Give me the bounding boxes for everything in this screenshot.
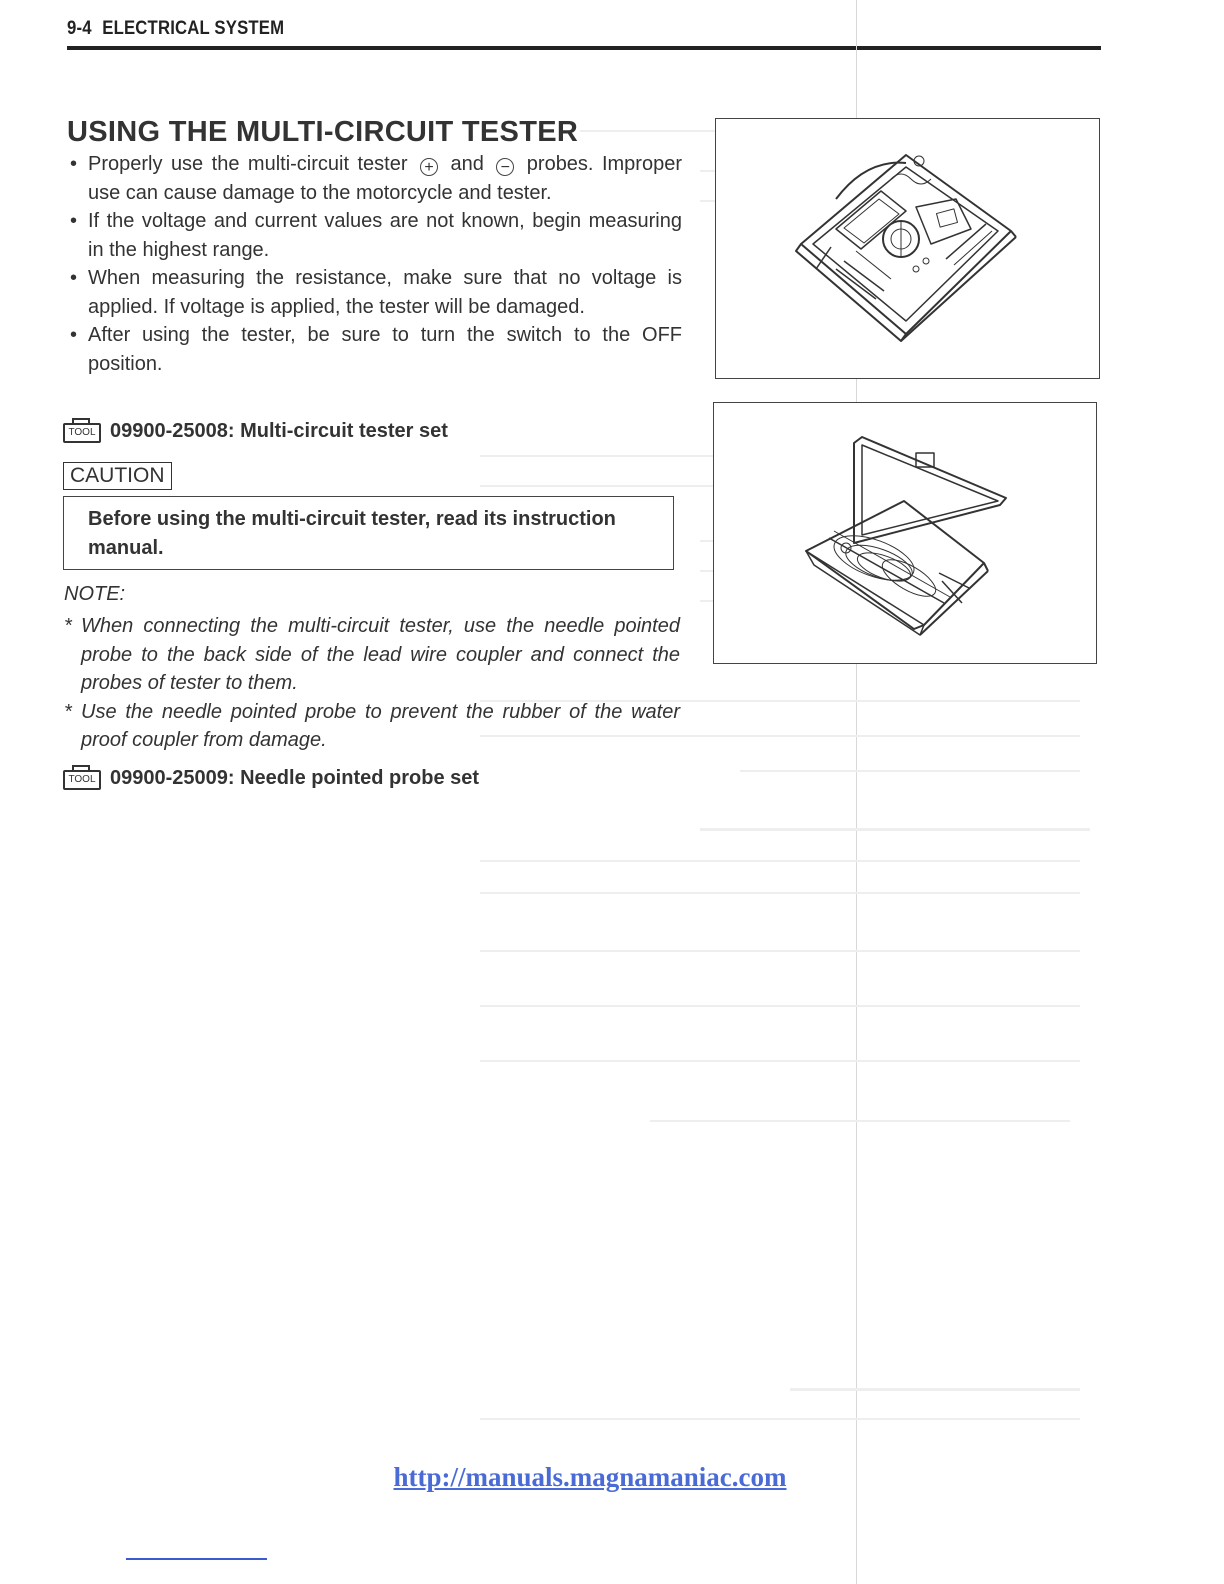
plus-symbol: + — [420, 158, 438, 176]
bullet-item: • When measuring the resistance, make sure that no voltage is applied. If voltage is applied, the tester will be damaged. — [70, 264, 682, 321]
probe-case-illustration — [714, 403, 1095, 662]
probe-figure — [713, 402, 1097, 664]
bullet-item: • After using the tester, be sure to turn the switch to the OFF position. — [70, 321, 682, 378]
toolbox-icon: TOOL — [63, 765, 101, 791]
header-text — [67, 18, 284, 40]
note-item: * Use the needle pointed probe to prevent the rubber of the water proof coupler from damage. — [64, 698, 680, 755]
header-rule — [67, 46, 1101, 50]
note-item: * When connecting the multi-circuit tester, use the needle pointed probe to the back side of the lead wire coupler and connect the probes of tester to them. — [64, 612, 680, 698]
tester-case-illustration — [716, 119, 1098, 377]
bullet-list — [70, 150, 682, 378]
caution-box — [63, 496, 674, 570]
caution-text: Before using the multi-circuit tester, read its instruction manual. — [88, 508, 616, 559]
note-label: NOTE: — [64, 583, 126, 605]
tool-text: 09900-25008: Multi-circuit tester set — [110, 419, 448, 442]
bullet-text: probes. Improper use can cause damage to the motorcycle and tester. — [88, 153, 682, 204]
bullet-item — [70, 150, 682, 207]
caution-label: CAUTION — [63, 462, 172, 490]
bullet-text: Properly use the multi-circuit tester — [88, 153, 408, 175]
section-name: ELECTRICAL SYSTEM — [102, 18, 285, 39]
minus-symbol: − — [496, 158, 514, 176]
tool-reference-2 — [63, 765, 479, 791]
tool-text: 09900-25009: Needle pointed probe set — [110, 766, 480, 789]
toolbox-icon: TOOL — [63, 418, 101, 444]
tester-figure — [715, 118, 1100, 379]
bullet-text: and — [450, 153, 484, 175]
section-title: USING THE MULTI-CIRCUIT TESTER — [67, 116, 579, 148]
page-header — [67, 16, 1101, 52]
note-list — [64, 612, 680, 755]
page-number: 9-4 — [67, 18, 92, 39]
footer-link[interactable]: http://manuals.magnamaniac.com — [393, 1462, 787, 1492]
bullet-item: • If the voltage and current values are not known, begin measuring in the highest range. — [70, 207, 682, 264]
tool-reference-1 — [63, 418, 448, 444]
bottom-rule — [126, 1558, 267, 1560]
